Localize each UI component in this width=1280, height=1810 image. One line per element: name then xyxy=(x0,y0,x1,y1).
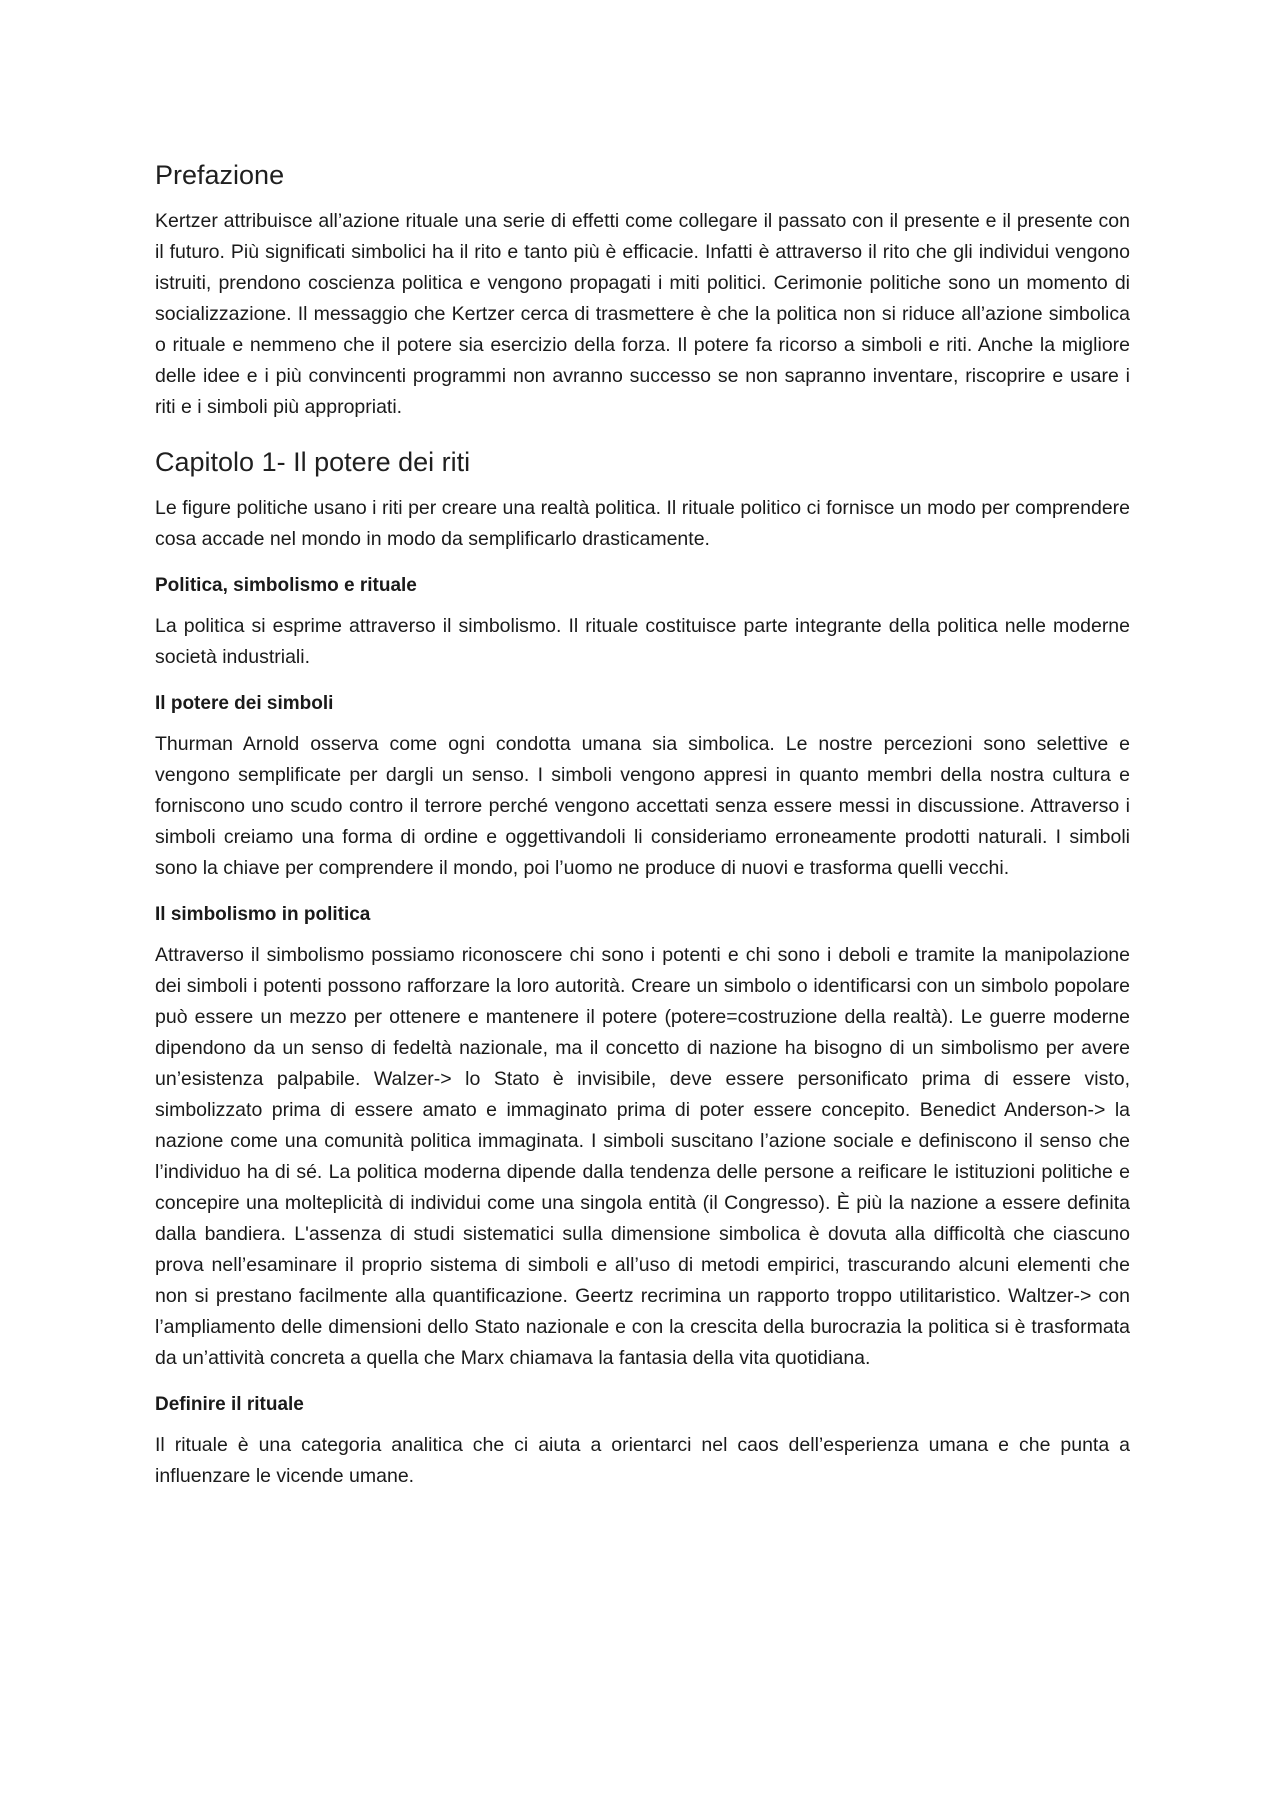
paragraph-prefazione: Kertzer attribuisce all’azione rituale una serie di effetti come collegare il passato con il presente e il presente con il futuro. Più significati simbolici ha il rito e tanto più è efficacie. Infatti è attraverso il rito che gli individui vengono istruiti, prendono coscienza politica e vengono propagati i miti politici. Cerimonie politiche sono un momento di socializzazione. Il messaggio che Kertzer cerca di trasmettere è che la politica non si riduce all’azione simbolica o rituale e nemmeno che il potere sia esercizio della forza. Il potere fa ricorso a simboli e riti. Anche la migliore delle idee e i più convincenti programmi non avranno successo se non sapranno inventare, riscoprire e usare i riti e i simboli più appropriati. xyxy=(155,210,1130,418)
paragraph-capitolo-1: Le figure politiche usano i riti per creare una realtà politica. Il rituale politico ci fornisce un modo per comprendere cosa accade nel mondo in modo da semplificarlo drasticamente. xyxy=(155,497,1130,550)
paragraph-simbolismo-in-politica: Attraverso il simbolismo possiamo riconoscere chi sono i potenti e chi sono i deboli e tramite la manipolazione dei simboli i potenti possono rafforzare la loro autorità. Creare un simbolo o identificarsi con un simbolo popolare può essere un mezzo per ottenere e mantenere il potere (potere=costruzione della realtà). Le guerre moderne dipendono da un senso di fedeltà nazionale, ma il concetto di nazione ha bisogno di un simbolismo per avere un’esistenza palpabile. Walzer-> lo Stato è invisibile, deve essere personificato prima di essere visto, simbolizzato prima di essere amato e immaginato prima di poter essere concepito. Benedict Anderson-> la nazione come una comunità politica immaginata. I simboli suscitano l’azione sociale e definiscono il senso che l’individuo ha di sé. La politica moderna dipende dalla tendenza delle persone a reificare le istituzioni politiche e concepire una molteplicità di individui come una singola entità (il Congresso). È più la nazione a essere definita dalla bandiera. L'assenza di studi sistematici sulla dimensione simbolica è dovuta alla difficoltà che ciascuno prova nell’esaminare il proprio sistema di simboli e all’uso di metodi empirici, trascurando alcuni elementi che non si prestano facilmente alla quantificazione. Geertz recrimina un rapporto troppo utilitaristico. Waltzer-> con l’ampliamento delle dimensioni dello Stato nazionale e con la crescita della burocrazia la politica si è trasformata da un’attività concreta a quella che Marx chiamava la fantasia della vita quotidiana. xyxy=(155,944,1130,1369)
paragraph-definire-il-rituale: Il rituale è una categoria analitica che ci aiuta a orientarci nel caos dell’esperienza umana e che punta a influenzare le vicende umane. xyxy=(155,1434,1130,1487)
paragraph-politica-simbolismo-rituale: La politica si esprime attraverso il simbolismo. Il rituale costituisce parte integrante della politica nelle moderne società industriali. xyxy=(155,615,1130,668)
subheading-potere-dei-simboli: Il potere dei simboli xyxy=(155,693,334,714)
subheading-simbolismo-in-politica: Il simbolismo in politica xyxy=(155,904,371,925)
subheading-politica-simbolismo-rituale: Politica, simbolismo e rituale xyxy=(155,575,417,596)
section-heading-prefazione: Prefazione xyxy=(155,160,285,190)
section-heading-capitolo-1: Capitolo 1- Il potere dei riti xyxy=(155,447,471,477)
document-page xyxy=(155,158,1130,1492)
paragraph-potere-dei-simboli: Thurman Arnold osserva come ogni condotta umana sia simbolica. Le nostre percezioni sono selettive e vengono semplificate per dargli un senso. I simboli vengono appresi in quanto membri della nostra cultura e forniscono uno scudo contro il terrore perché vengono accettati senza essere messi in discussione. Attraverso i simboli creiamo una forma di ordine e oggettivandoli li consideriamo erroneamente prodotti naturali. I simboli sono la chiave per comprendere il mondo, poi l’uomo ne produce di nuovi e trasforma quelli vecchi. xyxy=(155,733,1130,879)
subheading-definire-il-rituale: Definire il rituale xyxy=(155,1394,304,1415)
